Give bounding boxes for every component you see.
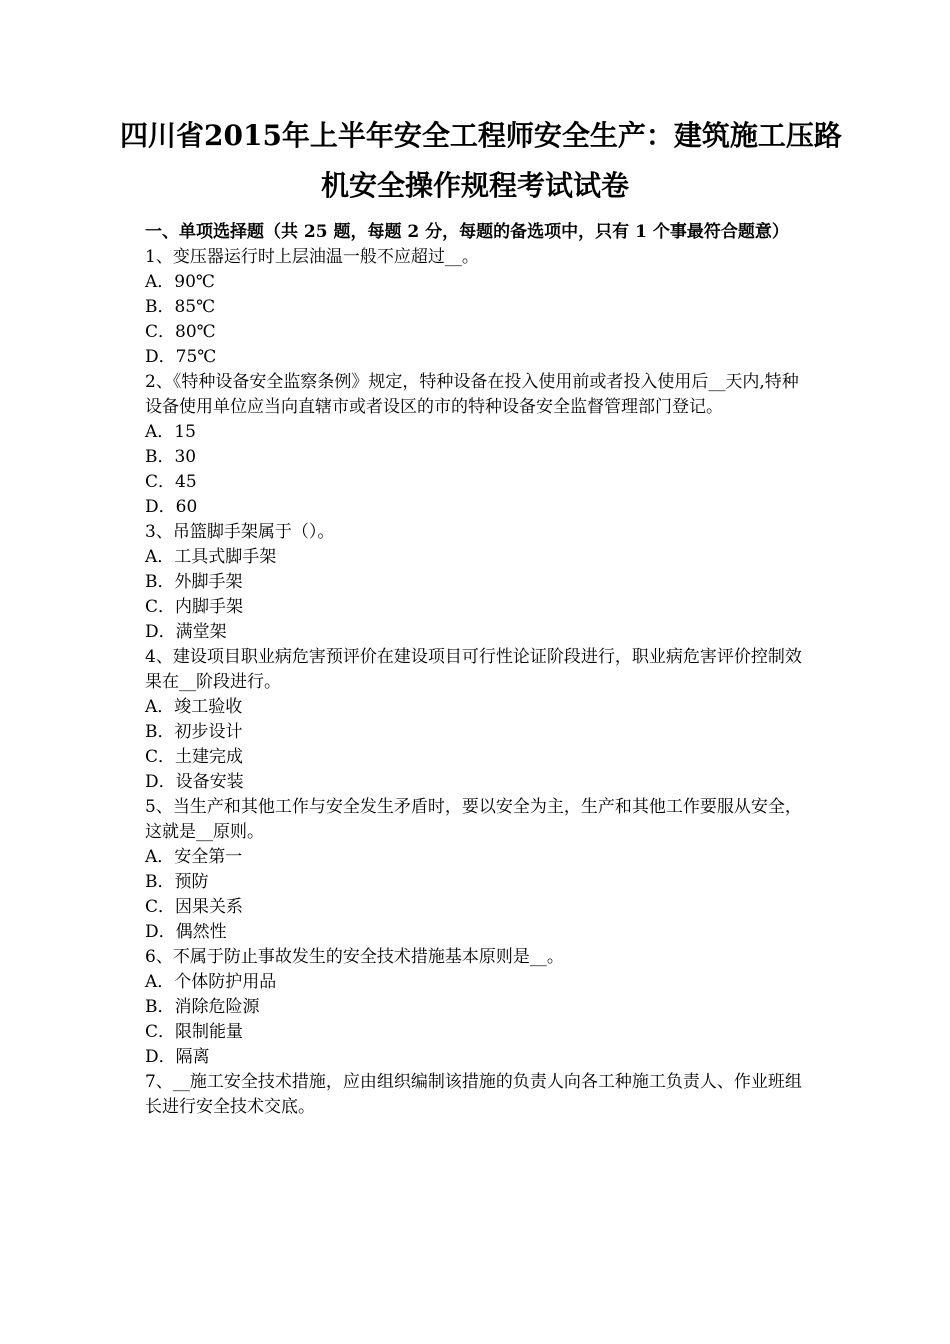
answer-option: C．土建完成 [145, 747, 244, 767]
question-text: 5、当生产和其他工作与安全发生矛盾时，要以安全为主，生产和其他工作要服从安全，这就是__原则。 [145, 797, 802, 842]
answer-option: D．偶然性 [145, 922, 227, 942]
document-title-line-2: 机安全操作规程考试试卷 [320, 169, 629, 202]
answer-option: A．安全第一 [145, 847, 243, 867]
answer-option: D．隔离 [145, 1047, 210, 1067]
question-text: 6、不属于防止事故发生的安全技术措施基本原则是__。 [145, 947, 564, 967]
answer-option: B．初步设计 [145, 722, 243, 742]
section-heading: 一、单项选择题（共 25 题，每题 2 分，每题的备选项中，只有 1 个事最符合题意） [145, 222, 789, 242]
answer-option: A．90℃ [145, 272, 215, 292]
answer-option: C．因果关系 [145, 897, 244, 917]
answer-option: B．85℃ [145, 297, 216, 317]
answer-option: B．预防 [145, 872, 209, 892]
answer-option: A．15 [145, 422, 196, 442]
answer-option: B．30 [145, 447, 197, 467]
question-list [145, 245, 810, 1120]
answer-option: A．工具式脚手架 [145, 547, 277, 567]
answer-option: D．75℃ [145, 347, 217, 367]
answer-option: C．内脚手架 [145, 597, 244, 617]
question-text: 7、__施工安全技术措施，应由组织编制该措施的负责人向各工种施工负责人、作业班组长进行安全技术交底。 [145, 1072, 802, 1117]
question-text: 1、变压器运行时上层油温一般不应超过__。 [145, 247, 479, 267]
answer-option: D．满堂架 [145, 622, 227, 642]
question-text: 4、建设项目职业病危害预评价在建设项目可行性论证阶段进行，职业病危害评价控制效果在__阶段进行。 [145, 647, 802, 692]
answer-option: B．消除危险源 [145, 997, 260, 1017]
answer-option: B．外脚手架 [145, 572, 243, 592]
answer-option: D．设备安装 [145, 772, 244, 792]
answer-option: A．个体防护用品 [145, 972, 277, 992]
answer-option: A．竣工验收 [145, 697, 243, 717]
answer-option: D．60 [145, 497, 198, 517]
answer-option: C．限制能量 [145, 1022, 244, 1042]
answer-option: C．80℃ [145, 322, 216, 342]
question-text: 2、《特种设备安全监察条例》规定，特种设备在投入使用前或者投入使用后__天内,特种设备使用单位应当向直辖市或者设区的市的特种设备安全监督管理部门登记。 [145, 372, 799, 417]
document-body [145, 220, 810, 1120]
answer-option: C．45 [145, 472, 197, 492]
document-title-line-1: 四川省2015年上半年安全工程师安全生产：建筑施工压路 [120, 119, 842, 152]
question-text: 3、吊篮脚手架属于（）。 [145, 522, 335, 542]
